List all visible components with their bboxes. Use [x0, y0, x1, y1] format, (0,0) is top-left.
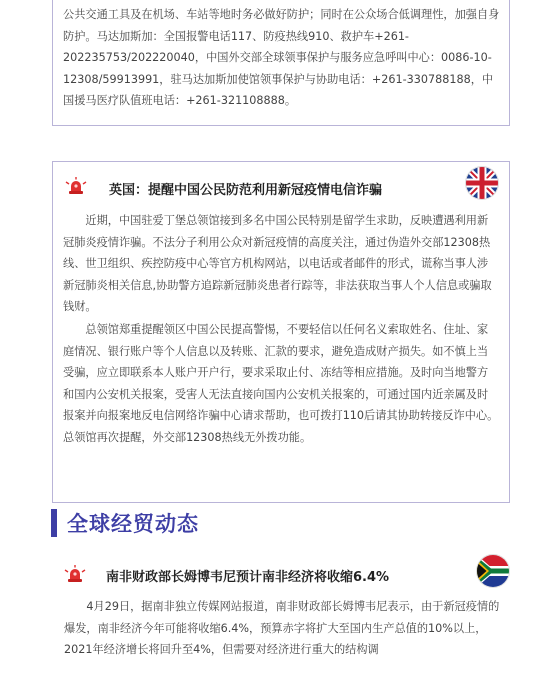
alarm-bell-icon [64, 565, 86, 583]
uk-notice-paragraph-1: 近期，中国驻爱丁堡总领馆接到多名中国公民特别是留学生求助，反映遭遇利用新冠肺炎疫情诈骗。不法分子利用公众对新冠疫情的高度关注，通过伪造外交部12308热线、世卫组织、疾控防疫中心等官方机构网站，以电话或者邮件的形式，谎称当事人涉新冠肺炎相关信息,协助警方追踪新冠肺炎患者行踪等，非法获取当事人个人信息或骗取钱财。 [63, 214, 492, 313]
alarm-bell-icon [65, 177, 87, 195]
uk-notice-title: 英国：提醒中国公民防范利用新冠疫情电信诈骗 [109, 183, 383, 198]
uk-notice-box [52, 161, 510, 503]
uk-notice-header [65, 172, 499, 202]
south-africa-flag-icon [476, 554, 510, 588]
madagascar-notice-box [52, 0, 510, 126]
south-africa-header [64, 560, 510, 590]
uk-notice-paragraph-2: 总领馆郑重提醒领区中国公民提高警惕，不要轻信以任何名义索取姓名、住址、家庭情况、银行账户等个人信息以及转账、汇款的要求，避免造成财产损失。如不慎上当受骗，应立即联系本人账户开户行，要求采取止付、冻结等相应措施。及时向当地警方和国内公安机关报案，受害人无法直接向国内公安机关报案的，可通过国内近亲属及时报案并向报案地反电信网络诈骗中心请求帮助，也可拨打110后请其协助转接反诈中心。总领馆再次提醒，外交部12308热线无外拨功能。 [63, 323, 499, 444]
section-accent-bar [51, 509, 57, 537]
uk-flag-icon [465, 166, 499, 200]
south-africa-paragraph: 4月29日，据南非独立传媒网站报道，南非财政部长姆博韦尼表示，由于新冠疫情的爆发，南非经济今年可能将收缩6.4%，预算赤字将扩大至国内生产总值的10%以上，2021年经济增长将回升至4%，但需要对经济进行重大的结构调 [64, 600, 500, 656]
south-africa-title: 南非财政部长姆博韦尼预计南非经济将收缩6.4% [106, 570, 390, 585]
section-title: 全球经贸动态 [67, 512, 199, 536]
madagascar-paragraph: 公共交通工具及在机场、车站等地时务必做好防护；同时在公众场合低调理性，加强自身防护。马达加斯加：全国报警电话117、防疫热线910、救护车+261-202235753/202220040，中国外交部全球领事保护与服务应急呼叫中心：0086-10-12308/59913991，驻马达加斯加使馆领事保护与协助电话：+261-330788188，中国援马医疗队值班电话：+261-321108888。 [63, 8, 500, 107]
